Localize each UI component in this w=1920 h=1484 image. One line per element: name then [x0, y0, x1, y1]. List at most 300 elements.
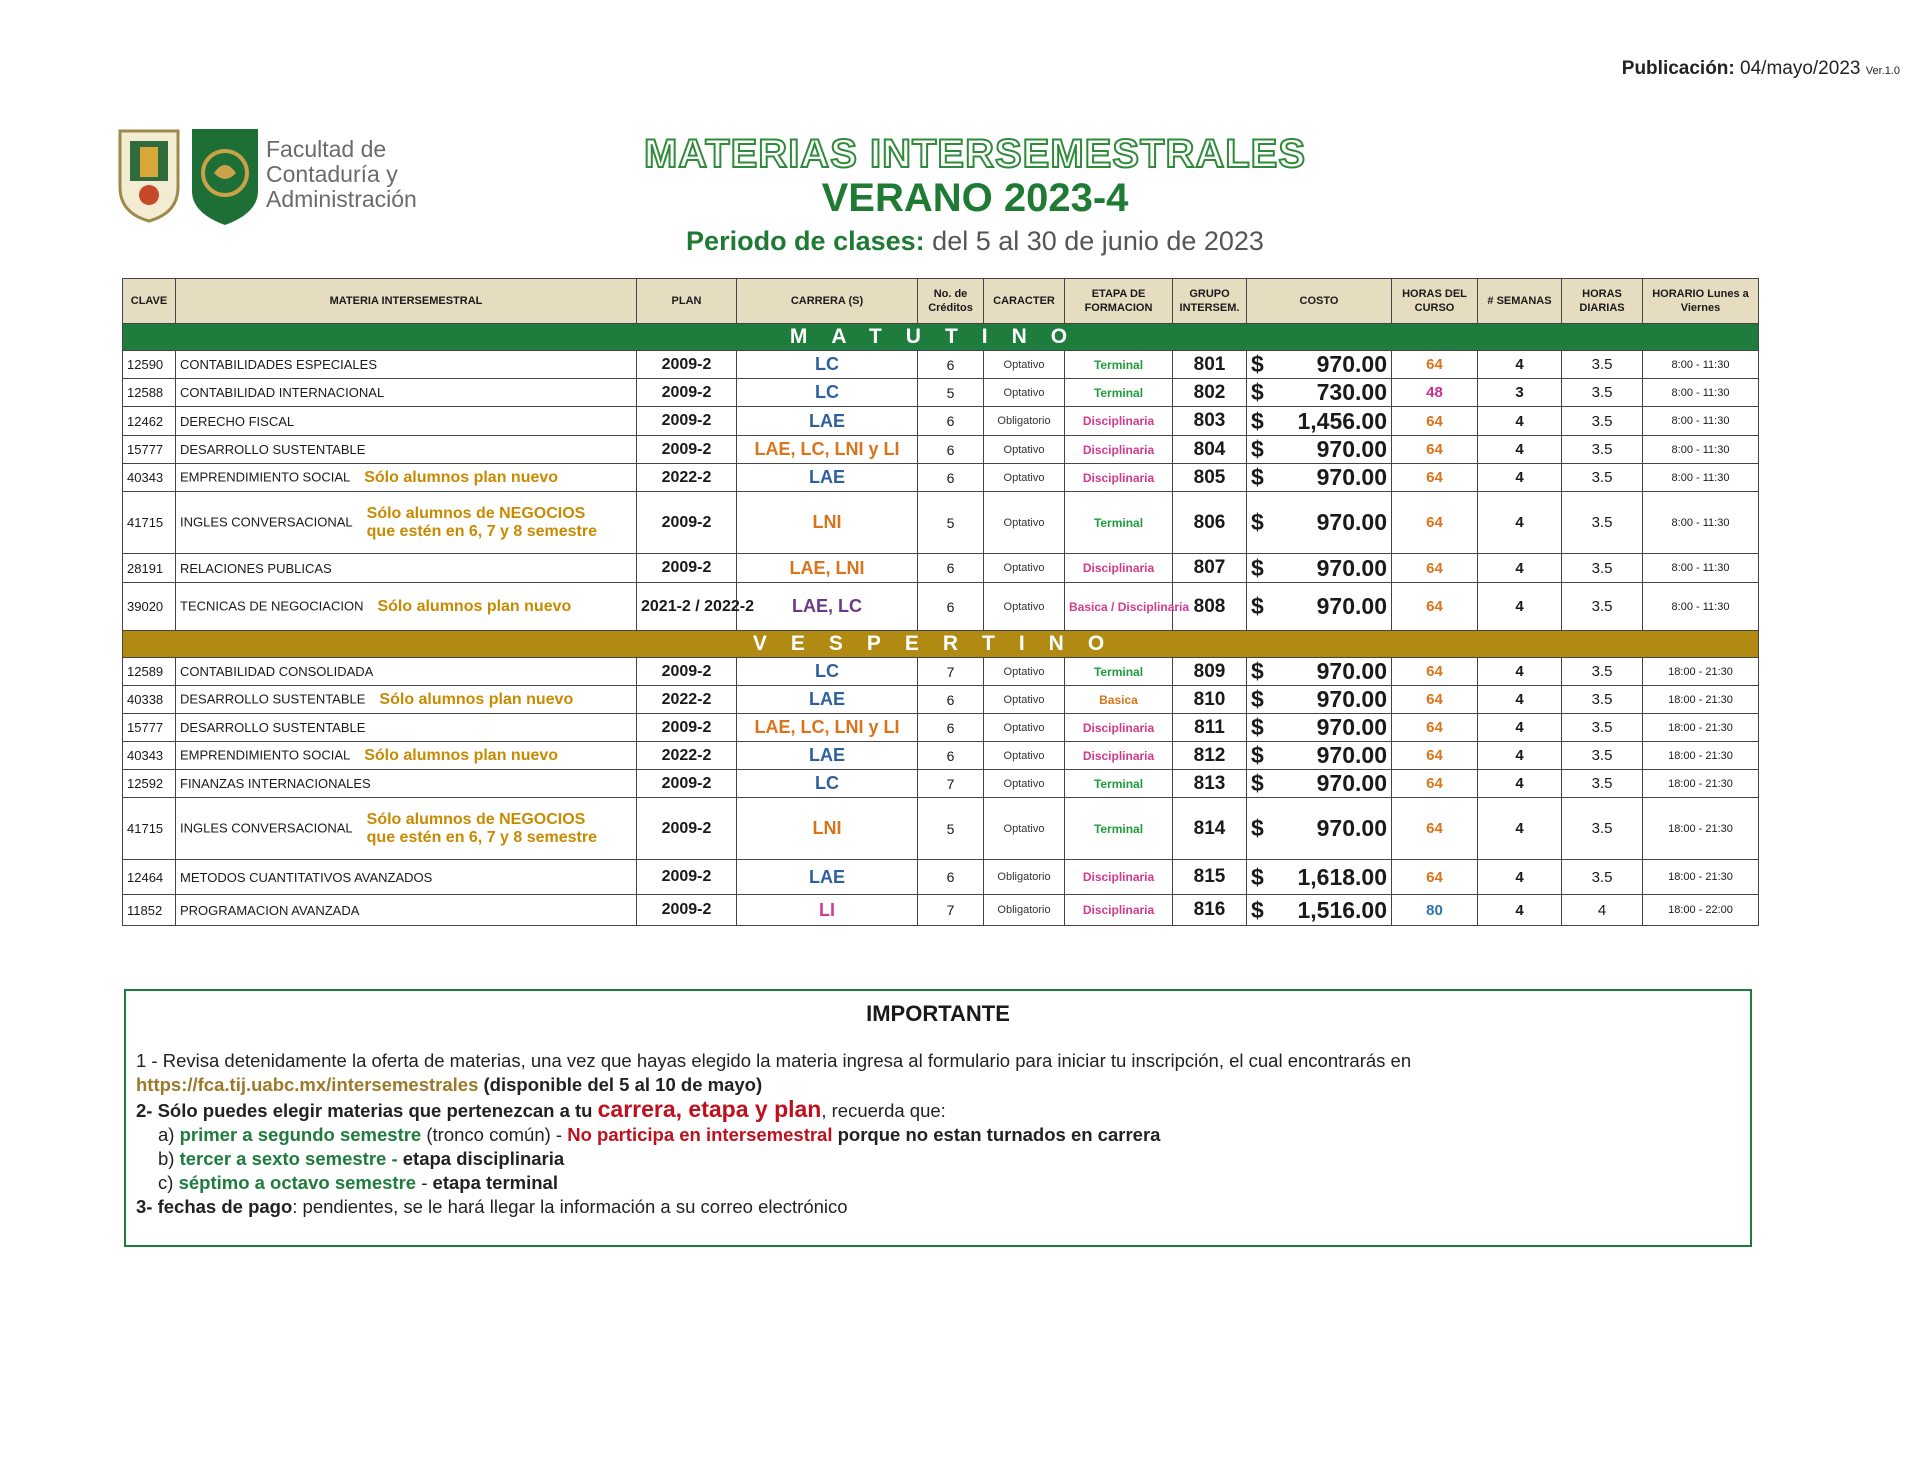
cell-semanas: 4 [1478, 714, 1562, 742]
course-name: FINANZAS INTERNACIONALES [180, 776, 371, 791]
header-carrera: CARRERA (S) [737, 279, 918, 324]
cell-horario: 18:00 - 21:30 [1643, 714, 1759, 742]
section-matutino [123, 324, 1759, 351]
note-highlight: carrera, etapa y plan [597, 1096, 822, 1122]
cost-amount: 970.00 [1316, 658, 1387, 684]
cell-costo [1247, 554, 1392, 583]
cell-horas: 64 [1392, 770, 1478, 798]
cell-materia [176, 407, 637, 436]
cell-semanas: 4 [1478, 658, 1562, 686]
table-header-row [123, 279, 1759, 324]
section-vespertino [123, 631, 1759, 658]
table-row [123, 798, 1759, 860]
cell-etapa: Terminal [1065, 798, 1173, 860]
cell-horas: 48 [1392, 379, 1478, 407]
faculty-name-line: Contaduría y [266, 161, 398, 187]
header-horas: HORAS DEL CURSO [1392, 279, 1478, 324]
cell-clave: 12588 [123, 379, 176, 407]
cell-etapa: Disciplinaria [1065, 860, 1173, 895]
cell-clave: 40343 [123, 464, 176, 492]
cell-carrera: LAE, LC [737, 583, 918, 631]
cell-materia [176, 351, 637, 379]
section-label: VESPERTINO [123, 631, 1759, 658]
note-line-2 [136, 1097, 1740, 1123]
header-diarias: HORAS DIARIAS [1562, 279, 1643, 324]
table-row [123, 770, 1759, 798]
cell-horario: 8:00 - 11:30 [1643, 583, 1759, 631]
note-text: , recuerda que: [821, 1100, 946, 1121]
cell-diarias: 3.5 [1562, 554, 1643, 583]
cell-etapa: Basica [1065, 686, 1173, 714]
period-value: del 5 al 30 de junio de 2023 [932, 226, 1264, 256]
note-text: (tronco común) - [426, 1124, 563, 1145]
cell-horas: 64 [1392, 860, 1478, 895]
cell-plan: 2009-2 [637, 895, 737, 926]
cell-materia [176, 895, 637, 926]
cell-horario: 18:00 - 21:30 [1643, 770, 1759, 798]
cell-diarias: 3.5 [1562, 770, 1643, 798]
course-name: RELACIONES PUBLICAS [180, 560, 332, 576]
cell-semanas: 4 [1478, 554, 1562, 583]
cell-creditos: 7 [918, 895, 984, 926]
course-name: DERECHO FISCAL [180, 413, 295, 429]
cell-horas: 64 [1392, 714, 1478, 742]
cell-materia [176, 770, 637, 798]
cell-etapa: Disciplinaria [1065, 464, 1173, 492]
cell-clave: 39020 [123, 583, 176, 631]
page-title: MATERIAS INTERSEMESTRALES [643, 132, 1307, 176]
cell-diarias: 3.5 [1562, 798, 1643, 860]
course-note: Sólo alumnos de NEGOCIOS que estén en 6, 7 y 8 semestre [366, 810, 597, 846]
cell-clave: 28191 [123, 554, 176, 583]
cell-costo [1247, 742, 1392, 770]
section-label: MATUTINO [123, 324, 1759, 351]
cell-diarias: 3.5 [1562, 351, 1643, 379]
cell-clave: 12464 [123, 860, 176, 895]
cell-etapa: Disciplinaria [1065, 407, 1173, 436]
cell-materia [176, 798, 637, 860]
cell-semanas: 4 [1478, 770, 1562, 798]
cell-materia [176, 554, 637, 583]
cell-creditos: 6 [918, 583, 984, 631]
publication-value: 04/mayo/2023 [1740, 58, 1861, 79]
cell-grupo: 812 [1173, 742, 1247, 770]
header-caracter: CARACTER [984, 279, 1065, 324]
cell-grupo: 806 [1173, 492, 1247, 554]
header-costo: COSTO [1247, 279, 1392, 324]
faculty-name-line: Administración [266, 186, 417, 212]
important-box [124, 989, 1752, 1247]
cell-caracter: Optativo [984, 658, 1065, 686]
cell-horas: 64 [1392, 686, 1478, 714]
cell-diarias: 3.5 [1562, 436, 1643, 464]
currency-symbol: $ [1251, 863, 1264, 890]
cell-plan: 2009-2 [637, 798, 737, 860]
cell-etapa: Terminal [1065, 379, 1173, 407]
cost-amount: 1,516.00 [1297, 896, 1387, 923]
cell-grupo: 811 [1173, 714, 1247, 742]
cost-amount: 970.00 [1316, 742, 1387, 768]
currency-symbol: $ [1251, 896, 1264, 923]
cell-plan: 2022-2 [637, 464, 737, 492]
course-note: Sólo alumnos plan nuevo [379, 690, 574, 708]
cell-creditos: 6 [918, 860, 984, 895]
cell-caracter: Optativo [984, 492, 1065, 554]
availability-text: (disponible del 5 al 10 de mayo) [483, 1074, 763, 1095]
fca-shield-icon [190, 127, 260, 227]
cell-semanas: 4 [1478, 742, 1562, 770]
faculty-logo [116, 127, 476, 227]
cell-costo [1247, 379, 1392, 407]
cell-semanas: 3 [1478, 379, 1562, 407]
registration-link[interactable]: https://fca.tij.uabc.mx/intersemestrales [136, 1074, 479, 1095]
course-name: CONTABILIDADES ESPECIALES [180, 357, 377, 372]
cell-plan: 2009-2 [637, 860, 737, 895]
cell-horario: 8:00 - 11:30 [1643, 407, 1759, 436]
cell-etapa: Terminal [1065, 351, 1173, 379]
cell-materia [176, 742, 637, 770]
important-title: IMPORTANTE [866, 1001, 1010, 1026]
currency-symbol: $ [1251, 658, 1264, 684]
cell-carrera: LAE [737, 860, 918, 895]
cell-caracter: Optativo [984, 583, 1065, 631]
cell-caracter: Optativo [984, 798, 1065, 860]
header-etapa: ETAPA DE FORMACION [1065, 279, 1173, 324]
cell-horario: 18:00 - 21:30 [1643, 686, 1759, 714]
cost-amount: 970.00 [1316, 815, 1387, 841]
note-text: etapa terminal [432, 1172, 558, 1193]
cell-plan: 2022-2 [637, 742, 737, 770]
important-body [136, 1049, 1740, 1219]
course-note: Sólo alumnos plan nuevo [377, 597, 572, 615]
cell-creditos: 6 [918, 742, 984, 770]
cell-horas: 64 [1392, 583, 1478, 631]
header-clave: CLAVE [123, 279, 176, 324]
cell-materia [176, 714, 637, 742]
cell-materia [176, 464, 637, 492]
table-row [123, 860, 1759, 895]
cell-caracter: Optativo [984, 464, 1065, 492]
cell-etapa: Terminal [1065, 658, 1173, 686]
cell-caracter: Optativo [984, 770, 1065, 798]
cell-costo [1247, 436, 1392, 464]
course-name: EMPRENDIMIENTO SOCIAL [180, 746, 351, 762]
course-name: EMPRENDIMIENTO SOCIAL [180, 468, 351, 484]
cell-clave: 12592 [123, 770, 176, 798]
course-note: Sólo alumnos plan nuevo [364, 468, 559, 486]
cell-horas: 64 [1392, 436, 1478, 464]
cell-clave: 11852 [123, 895, 176, 926]
cell-horas: 80 [1392, 895, 1478, 926]
cost-amount: 970.00 [1316, 554, 1387, 581]
course-note: Sólo alumnos de NEGOCIOS que estén en 6, 7 y 8 semestre [366, 504, 597, 540]
cell-plan: 2009-2 [637, 658, 737, 686]
cell-grupo: 807 [1173, 554, 1247, 583]
course-note: Sólo alumnos plan nuevo [364, 746, 559, 764]
cell-carrera: LAE, LC, LNI y LI [737, 436, 918, 464]
note-text: etapa disciplinaria [402, 1148, 565, 1169]
currency-symbol: $ [1251, 436, 1264, 462]
cost-amount: 970.00 [1316, 351, 1387, 377]
cell-carrera: LI [737, 895, 918, 926]
cell-semanas: 4 [1478, 860, 1562, 895]
cell-carrera: LC [737, 658, 918, 686]
cell-etapa: Disciplinaria [1065, 554, 1173, 583]
cell-horario: 8:00 - 11:30 [1643, 379, 1759, 407]
cell-horas: 64 [1392, 658, 1478, 686]
table-row [123, 895, 1759, 926]
cell-creditos: 6 [918, 351, 984, 379]
note-text: 3- fechas de pago [136, 1196, 293, 1217]
cell-caracter: Optativo [984, 554, 1065, 583]
item-marker: c) [158, 1172, 174, 1193]
cell-horas: 64 [1392, 464, 1478, 492]
course-name: CONTABILIDAD CONSOLIDADA [180, 664, 374, 679]
course-name: DESARROLLO SUSTENTABLE [180, 720, 366, 735]
cell-horas: 64 [1392, 798, 1478, 860]
note-item-c [136, 1171, 1740, 1195]
cell-etapa: Disciplinaria [1065, 714, 1173, 742]
cell-carrera: LNI [737, 492, 918, 554]
cell-plan: 2009-2 [637, 770, 737, 798]
cell-semanas: 4 [1478, 583, 1562, 631]
item-marker: a) [158, 1124, 175, 1145]
header-semanas: # SEMANAS [1478, 279, 1562, 324]
cell-costo [1247, 798, 1392, 860]
cell-diarias: 3.5 [1562, 714, 1643, 742]
page-subtitle: VERANO 2023-4 [821, 176, 1129, 220]
cell-costo [1247, 658, 1392, 686]
cell-horas: 64 [1392, 554, 1478, 583]
cell-etapa: Terminal [1065, 492, 1173, 554]
cell-grupo: 814 [1173, 798, 1247, 860]
cell-horas: 64 [1392, 407, 1478, 436]
cell-plan: 2009-2 [637, 492, 737, 554]
cell-creditos: 6 [918, 714, 984, 742]
currency-symbol: $ [1251, 509, 1264, 535]
cell-plan: 2009-2 [637, 379, 737, 407]
period-label: Periodo de clases: [686, 226, 925, 256]
cell-diarias: 3.5 [1562, 379, 1643, 407]
cell-diarias: 3.5 [1562, 492, 1643, 554]
cell-costo [1247, 895, 1392, 926]
cell-costo [1247, 686, 1392, 714]
cell-caracter: Obligatorio [984, 895, 1065, 926]
note-text: : pendientes, se le hará llegar la información a su correo electrónico [292, 1196, 848, 1217]
faculty-name-line: Facultad de [266, 136, 387, 162]
note-item-b [136, 1147, 1740, 1171]
cell-semanas: 4 [1478, 436, 1562, 464]
cell-horario: 8:00 - 11:30 [1643, 554, 1759, 583]
course-name: INGLES CONVERSACIONAL [180, 819, 353, 835]
cell-materia [176, 686, 637, 714]
course-name: METODOS CUANTITATIVOS AVANZADOS [180, 869, 433, 885]
cell-carrera: LC [737, 379, 918, 407]
cell-grupo: 804 [1173, 436, 1247, 464]
cell-plan: 2009-2 [637, 554, 737, 583]
cell-diarias: 3.5 [1562, 658, 1643, 686]
cell-grupo: 803 [1173, 407, 1247, 436]
cell-materia [176, 492, 637, 554]
cell-grupo: 810 [1173, 686, 1247, 714]
note-highlight: séptimo a octavo semestre [178, 1172, 417, 1193]
table-row [123, 658, 1759, 686]
note-line-3 [136, 1195, 1740, 1219]
cell-creditos: 6 [918, 464, 984, 492]
publication-label: Publicación: [1621, 58, 1735, 79]
course-name: PROGRAMACION AVANZADA [180, 902, 360, 918]
cell-carrera: LNI [737, 798, 918, 860]
university-crest-icon [116, 127, 182, 223]
table-row [123, 583, 1759, 631]
currency-symbol: $ [1251, 593, 1264, 619]
cell-diarias: 3.5 [1562, 686, 1643, 714]
cell-creditos: 5 [918, 492, 984, 554]
cell-carrera: LC [737, 351, 918, 379]
cost-amount: 970.00 [1316, 770, 1387, 796]
note-highlight: tercer a sexto semestre - [179, 1148, 398, 1169]
cost-amount: 1,618.00 [1297, 863, 1387, 890]
note-text: 2- Sólo puedes elegir materias que pertenezcan a tu [136, 1100, 593, 1121]
cell-etapa: Disciplinaria [1065, 742, 1173, 770]
cell-diarias: 4 [1562, 895, 1643, 926]
cell-materia [176, 860, 637, 895]
cell-etapa: Terminal [1065, 770, 1173, 798]
cell-clave: 40343 [123, 742, 176, 770]
note-line-1 [136, 1049, 1740, 1097]
header-creditos: No. de Créditos [918, 279, 984, 324]
cell-horario: 8:00 - 11:30 [1643, 464, 1759, 492]
cell-creditos: 5 [918, 798, 984, 860]
table-row [123, 554, 1759, 583]
cell-horas: 64 [1392, 351, 1478, 379]
course-name: DESARROLLO SUSTENTABLE [180, 442, 366, 457]
cell-carrera: LAE, LNI [737, 554, 918, 583]
cell-diarias: 3.5 [1562, 742, 1643, 770]
cell-carrera: LAE, LC, LNI y LI [737, 714, 918, 742]
cell-costo [1247, 583, 1392, 631]
cell-costo [1247, 464, 1392, 492]
publication-version: Ver.1.0 [1865, 65, 1900, 77]
cell-creditos: 6 [918, 686, 984, 714]
cell-horario: 8:00 - 11:30 [1643, 492, 1759, 554]
cell-grupo: 813 [1173, 770, 1247, 798]
cost-amount: 970.00 [1316, 593, 1387, 619]
cost-amount: 970.00 [1316, 464, 1387, 490]
currency-symbol: $ [1251, 554, 1264, 581]
cell-diarias: 3.5 [1562, 860, 1643, 895]
cell-semanas: 4 [1478, 895, 1562, 926]
cell-etapa: Basica / Disciplinaria [1065, 583, 1173, 631]
cell-plan: 2022-2 [637, 686, 737, 714]
cell-plan: 2021-2 / 2022-2 [637, 583, 737, 631]
cell-clave: 15777 [123, 714, 176, 742]
cell-plan: 2009-2 [637, 351, 737, 379]
currency-symbol: $ [1251, 686, 1264, 712]
cell-horas: 64 [1392, 742, 1478, 770]
cell-grupo: 816 [1173, 895, 1247, 926]
cell-clave: 12589 [123, 658, 176, 686]
cell-clave: 12462 [123, 407, 176, 436]
cell-diarias: 3.5 [1562, 583, 1643, 631]
cell-semanas: 4 [1478, 407, 1562, 436]
cell-caracter: Optativo [984, 379, 1065, 407]
note-highlight: primer a segundo semestre [179, 1124, 422, 1145]
currency-symbol: $ [1251, 742, 1264, 768]
table-row [123, 379, 1759, 407]
header-horario: HORARIO Lunes a Viernes [1643, 279, 1759, 324]
cost-amount: 730.00 [1316, 379, 1387, 405]
cell-materia [176, 379, 637, 407]
cell-diarias: 3.5 [1562, 407, 1643, 436]
cell-caracter: Optativo [984, 436, 1065, 464]
currency-symbol: $ [1251, 770, 1264, 796]
table-row [123, 492, 1759, 554]
cell-costo [1247, 860, 1392, 895]
cell-materia [176, 436, 637, 464]
cell-carrera: LC [737, 770, 918, 798]
cell-caracter: Obligatorio [984, 407, 1065, 436]
cost-amount: 970.00 [1316, 509, 1387, 535]
table-row [123, 714, 1759, 742]
cell-caracter: Obligatorio [984, 860, 1065, 895]
cell-creditos: 6 [918, 554, 984, 583]
cell-caracter: Optativo [984, 742, 1065, 770]
currency-symbol: $ [1251, 407, 1264, 434]
currency-symbol: $ [1251, 351, 1264, 377]
note-item-a [136, 1123, 1740, 1147]
cell-carrera: LAE [737, 464, 918, 492]
cell-semanas: 4 [1478, 492, 1562, 554]
cell-clave: 12590 [123, 351, 176, 379]
cell-plan: 2009-2 [637, 714, 737, 742]
cell-creditos: 7 [918, 658, 984, 686]
course-name: CONTABILIDAD INTERNACIONAL [180, 385, 385, 400]
cost-amount: 1,456.00 [1297, 407, 1387, 434]
note-highlight: No participa en intersemestral [567, 1124, 833, 1145]
table-row [123, 686, 1759, 714]
cell-horario: 8:00 - 11:30 [1643, 351, 1759, 379]
cell-diarias: 3.5 [1562, 464, 1643, 492]
currency-symbol: $ [1251, 464, 1264, 490]
course-name: TECNICAS DE NEGOCIACION [180, 597, 364, 613]
cell-etapa: Disciplinaria [1065, 436, 1173, 464]
cell-grupo: 809 [1173, 658, 1247, 686]
cell-horario: 8:00 - 11:30 [1643, 436, 1759, 464]
table-row [123, 351, 1759, 379]
cost-amount: 970.00 [1316, 436, 1387, 462]
cell-costo [1247, 407, 1392, 436]
cell-carrera: LAE [737, 686, 918, 714]
cell-materia [176, 583, 637, 631]
cell-horario: 18:00 - 21:30 [1643, 798, 1759, 860]
cell-semanas: 4 [1478, 686, 1562, 714]
cell-semanas: 4 [1478, 351, 1562, 379]
cell-creditos: 6 [918, 436, 984, 464]
cost-amount: 970.00 [1316, 686, 1387, 712]
table-row [123, 407, 1759, 436]
cell-grupo: 808 [1173, 583, 1247, 631]
cell-grupo: 801 [1173, 351, 1247, 379]
cell-caracter: Optativo [984, 714, 1065, 742]
header-plan: PLAN [637, 279, 737, 324]
cell-clave: 15777 [123, 436, 176, 464]
cell-grupo: 815 [1173, 860, 1247, 895]
cell-caracter: Optativo [984, 351, 1065, 379]
note-text: - [421, 1172, 428, 1193]
cell-costo [1247, 714, 1392, 742]
cell-clave: 41715 [123, 492, 176, 554]
